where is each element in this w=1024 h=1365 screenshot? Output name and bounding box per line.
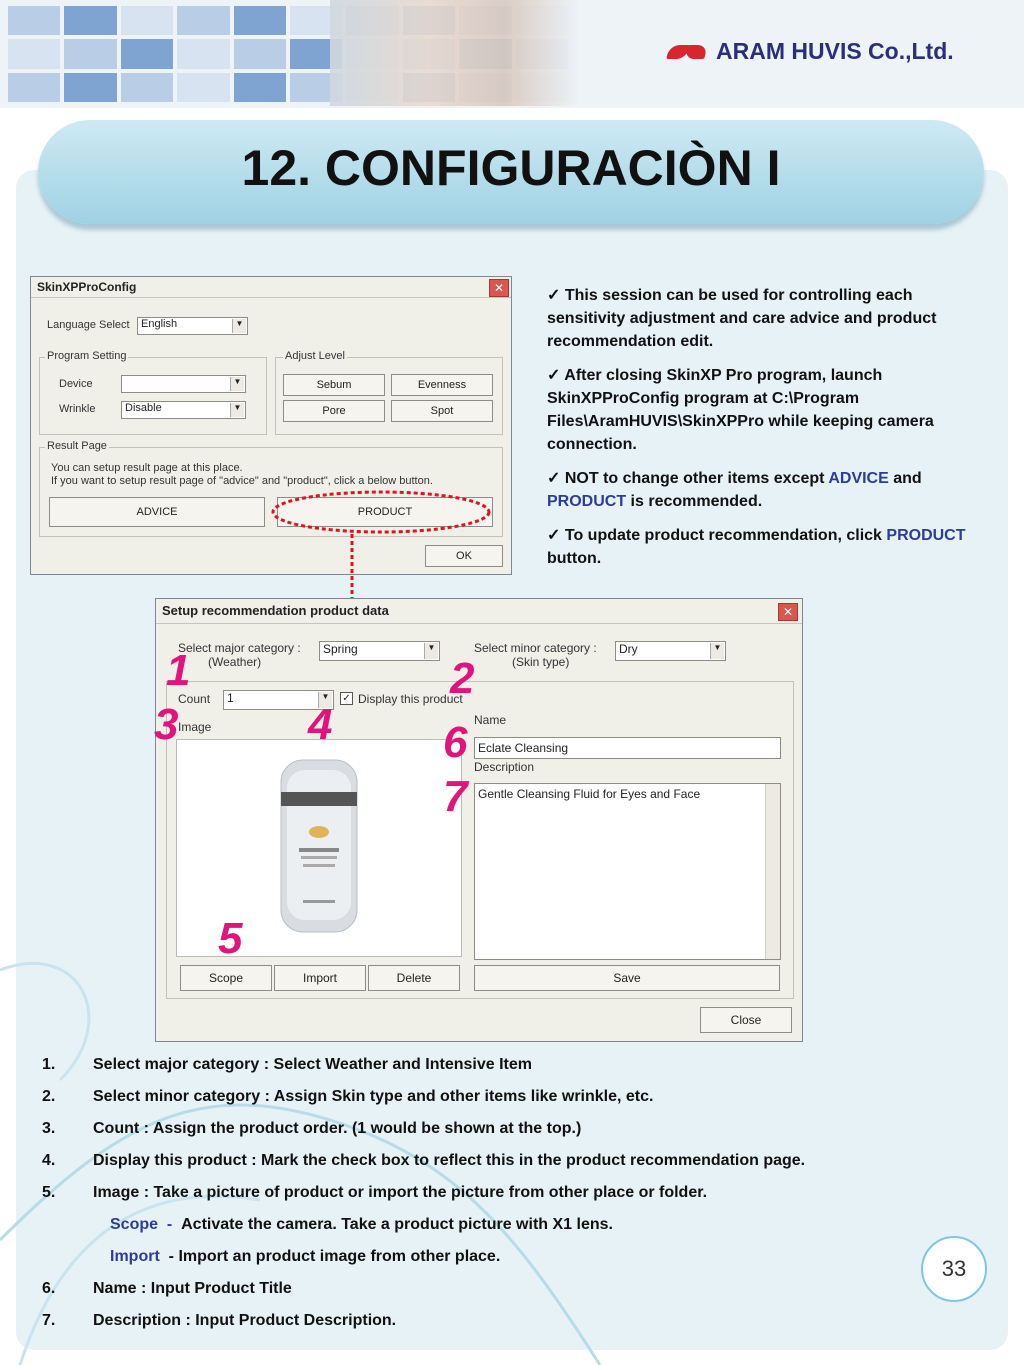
- list-text: Image : Take a picture of product or import the picture from other place or folder.: [93, 1184, 708, 1201]
- list-keyword: Scope: [110, 1216, 159, 1233]
- list-separator: -: [158, 1216, 182, 1233]
- display-product-checkbox[interactable]: ✓: [340, 692, 353, 705]
- brand-mark-icon: [668, 41, 708, 63]
- major-category-label: Select major category :: [178, 641, 301, 655]
- list-item: [42, 1181, 982, 1213]
- list-number: 5.: [42, 1184, 56, 1201]
- list-item: [42, 1149, 982, 1181]
- chevron-down-icon: ▼: [710, 643, 724, 659]
- language-label: Language Select: [47, 319, 130, 331]
- list-item: [42, 1053, 982, 1085]
- wrinkle-label: Wrinkle: [59, 403, 96, 415]
- adjust-level-group: [275, 357, 503, 435]
- name-value: Eclate Cleansing: [478, 741, 569, 755]
- device-label: Device: [59, 378, 93, 390]
- note-1: ✓ This session can be used for controlling each sensitivity adjustment and care advice and product recommendation edit.: [547, 287, 937, 350]
- note-2: ✓ After closing SkinXP Pro program, launch SkinXPProConfig program at C:\Program Files\AramHUVIS\SkinXPPro while keeping camera connection.: [547, 367, 934, 453]
- image-label: Image: [178, 720, 212, 734]
- chevron-down-icon: ▼: [424, 643, 438, 659]
- name-input[interactable]: [474, 737, 781, 759]
- language-value: English: [141, 318, 178, 330]
- close-button[interactable]: Close: [700, 1007, 792, 1033]
- list-number: 1.: [42, 1056, 56, 1073]
- delete-button[interactable]: Delete: [368, 965, 460, 991]
- marker-6: 6: [443, 718, 468, 767]
- minor-category-label: Select minor category :: [474, 641, 597, 655]
- product-dialog-title: Setup recommendation product data: [156, 599, 802, 624]
- note-3-product: PRODUCT: [547, 493, 627, 510]
- note-2-text: After closing SkinXP Pro program, launch SkinXPProConfig program at C:\Program Files\AramHUVIS\SkinXPPro while keeping camera connection.: [547, 367, 934, 453]
- note-4-text: To update product recommendation, click: [564, 527, 887, 544]
- program-setting-group: [39, 357, 267, 435]
- major-category-sub: (Weather): [208, 655, 262, 669]
- sebum-button[interactable]: Sebum: [283, 374, 385, 396]
- minor-category-select[interactable]: [615, 641, 726, 661]
- count-label: Count: [178, 692, 211, 706]
- list-text: Select minor category : Assign Skin type and other items like wrinkle, etc.: [93, 1088, 654, 1105]
- note-4-post: button.: [547, 550, 602, 567]
- wrinkle-value: Disable: [125, 402, 162, 414]
- list-text: Name : Input Product Title: [93, 1280, 292, 1297]
- list-text: Description : Input Product Description.: [93, 1312, 397, 1329]
- instruction-list: [42, 1053, 982, 1341]
- chevron-down-icon: ▼: [230, 403, 244, 417]
- list-text: Select major category : Select Weather and Intensive Item: [93, 1056, 532, 1073]
- close-icon[interactable]: ✕: [489, 279, 509, 297]
- list-item: [42, 1085, 982, 1117]
- header-photo: [330, 0, 580, 106]
- marker-2: 2: [450, 654, 475, 703]
- brand-name: ARAM HUVIS Co.,Ltd.: [716, 38, 954, 64]
- list-number: 3.: [42, 1120, 56, 1137]
- note-3-mid: and: [888, 470, 922, 487]
- marker-5: 5: [218, 914, 243, 963]
- advice-button[interactable]: ADVICE: [49, 497, 265, 527]
- import-button[interactable]: Import: [274, 965, 366, 991]
- list-number: 6.: [42, 1280, 56, 1297]
- note-4-product: PRODUCT: [886, 527, 966, 544]
- close-icon[interactable]: ✕: [778, 603, 798, 621]
- pore-button[interactable]: Pore: [283, 400, 385, 422]
- list-text: Count : Assign the product order. (1 would be shown at the top.): [93, 1120, 582, 1137]
- list-item: [42, 1277, 982, 1309]
- list-subitem: [42, 1245, 982, 1277]
- chevron-down-icon: ▼: [232, 319, 246, 333]
- note-1-text: This session can be used for controlling each sensitivity adjustment and care advice and product recommendation edit.: [547, 287, 937, 350]
- scrollbar[interactable]: [765, 784, 780, 959]
- major-category-value: Spring: [323, 642, 358, 656]
- list-subitem: [42, 1213, 982, 1245]
- description-label: Description: [474, 760, 535, 774]
- page-title: 12. CONFIGURACIÒN I: [241, 140, 781, 196]
- save-button[interactable]: Save: [474, 965, 780, 991]
- brand-logo: [668, 38, 954, 65]
- result-text-2: If you want to setup result page of "advice" and "product", click a below button.: [51, 475, 433, 487]
- list-keyword: Import: [110, 1248, 160, 1265]
- count-value: 1: [227, 691, 234, 705]
- list-number: 4.: [42, 1152, 56, 1169]
- marker-3: 3: [154, 700, 179, 749]
- list-item: [42, 1309, 982, 1341]
- marker-1: 1: [166, 646, 191, 695]
- adjust-level-label: Adjust Level: [285, 350, 345, 362]
- page-number: 33: [921, 1236, 987, 1302]
- product-button[interactable]: PRODUCT: [277, 497, 493, 527]
- description-textarea[interactable]: [474, 783, 781, 960]
- list-number: 7.: [42, 1312, 56, 1329]
- chevron-down-icon: ▼: [318, 692, 332, 708]
- note-3-post: is recommended.: [626, 493, 763, 510]
- list-separator: -: [159, 1248, 179, 1265]
- product-dialog: [155, 598, 803, 1042]
- note-4: ✓ To update product recommendation, click PRODUCT button.: [547, 527, 966, 567]
- major-category-select[interactable]: [319, 641, 440, 661]
- ok-button[interactable]: OK: [425, 545, 503, 567]
- wrinkle-select[interactable]: [121, 401, 246, 419]
- name-label: Name: [474, 713, 507, 727]
- title-banner: [38, 120, 984, 224]
- spot-button[interactable]: Spot: [391, 400, 493, 422]
- program-setting-label: Program Setting: [47, 350, 127, 362]
- list-text: Import an product image from other place.: [178, 1248, 501, 1265]
- note-3: ✓ NOT to change other items except ADVICE and PRODUCT is recommended.: [547, 470, 922, 510]
- list-text: Activate the camera. Take a product picture with X1 lens.: [181, 1216, 613, 1233]
- list-number: 2.: [42, 1088, 56, 1105]
- result-text-1: You can setup result page at this place.: [51, 462, 243, 474]
- marker-7: 7: [443, 772, 468, 821]
- device-select[interactable]: [121, 375, 246, 393]
- config-dialog-title: SkinXPProConfig: [31, 277, 511, 298]
- result-page-label: Result Page: [47, 440, 107, 452]
- minor-category-value: Dry: [619, 642, 638, 656]
- language-select[interactable]: [137, 317, 248, 335]
- chevron-down-icon: ▼: [230, 377, 244, 391]
- list-item: [42, 1117, 982, 1149]
- header-banner: [0, 0, 1024, 108]
- evenness-button[interactable]: Evenness: [391, 374, 493, 396]
- list-text: Display this product : Mark the check box to reflect this in the product recommendation page.: [93, 1152, 806, 1169]
- note-3-text: NOT to change other items except: [564, 470, 829, 487]
- display-product-label: Display this product: [358, 692, 463, 706]
- scope-button[interactable]: Scope: [180, 965, 272, 991]
- notes: [547, 284, 987, 581]
- note-3-advice: ADVICE: [828, 470, 889, 487]
- minor-category-sub: (Skin type): [512, 655, 570, 669]
- marker-4: 4: [308, 700, 333, 749]
- description-value: Gentle Cleansing Fluid for Eyes and Face: [478, 787, 701, 801]
